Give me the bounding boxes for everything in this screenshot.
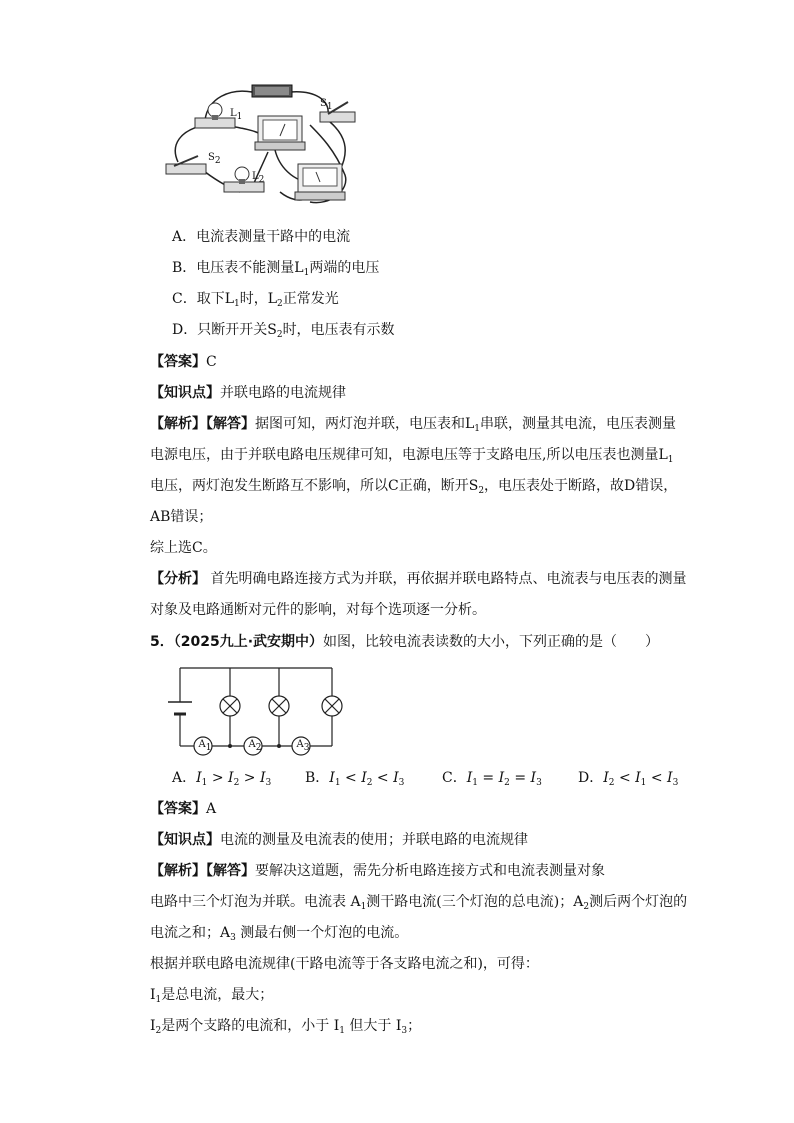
q5-option-a: A．$I_1 > I_2 > I_3$: [172, 770, 272, 788]
q4-analysis-line-1: 【解析】【解答】据图可知，两灯泡并联，电压表和$L_1$串联，测量其电流，电压表测量: [150, 416, 677, 434]
q4-knowledge-point: 【知识点】并联电路的电流规律: [150, 385, 346, 401]
q4-analysis-line-4: AB错误；: [150, 509, 213, 525]
q5-answer: 【答案】A: [150, 801, 217, 817]
label-S2: $S_2$: [208, 152, 221, 166]
q4-option-c: C．取下$L_1$时，$L_2$正常发光: [172, 291, 339, 309]
q5-option-d: D．$I_2 < I_1 < I_3$: [578, 770, 679, 788]
q4-option-d: D．只断开开关$S_2$时，电压表有示数: [172, 322, 395, 340]
label-L2: $L_2$: [252, 171, 265, 185]
q4-analysis-line-2: 电源电压，由于并联电路电压规律可知，电源电压等于支路电压,所以电压表也测量$L_1$: [150, 447, 674, 465]
q5-analysis-line-1: 电路中三个灯泡为并联。电流表 $A_1$测干路电流(三个灯泡的总电流)；$A_2$测后两个灯泡的: [150, 894, 688, 912]
q4-fenxi-line-2: 对象及电路通断对元件的影响，对每个选项逐一分析。: [150, 602, 486, 618]
q5-option-b: B．$I_1 < I_2 < I_3$: [305, 770, 405, 788]
label-S1: $S_1$: [320, 98, 333, 112]
ammeter-a1-label: $A_1$: [198, 739, 212, 753]
q5-analysis-line-5: $I_2$是两个支路的电流和，小于 $I_1$ 但大于 $I_3$；: [150, 1018, 422, 1036]
q4-option-a: A．电流表测量干路中的电流: [172, 229, 351, 245]
q4-fenxi-line-1: 【分析】 首先明确电路连接方式为并联，再依据并联电路特点、电流表与电压表的测量: [150, 571, 687, 587]
q5-stem: 5．（2025九上·武安期中）如图，比较电流表读数的大小，下列正确的是（ ）: [150, 634, 660, 650]
q5-analysis-line-2: 电流之和；$A_3$ 测最右侧一个灯泡的电流。: [150, 925, 409, 943]
q4-analysis-line-5: 综上选C。: [150, 540, 217, 556]
label-L1: $L_1$: [230, 108, 243, 122]
q4-answer: 【答案】C: [150, 354, 217, 370]
q5-analysis-line-4: $I_1$是总电流，最大；: [150, 987, 274, 1005]
q5-option-c: C．$I_1 = I_2 = I_3$: [442, 770, 542, 788]
q5-analysis-line-3: 根据并联电路电流规律(干路电流等于各支路电流之和)，可得：: [150, 956, 539, 972]
ammeter-a3-label: $A_3$: [296, 739, 310, 753]
q4-option-b: B．电压表不能测量$L_1$两端的电压: [172, 260, 380, 278]
q4-analysis-line-3: 电压，两灯泡发生断路互不影响，所以C正确，断开$S_2$，电压表处于断路，故D错误，: [150, 478, 678, 496]
q5-analysis-line-0: 【解析】【解答】要解决这道题，需先分析电路连接方式和电流表测量对象: [150, 863, 605, 879]
q5-knowledge-point: 【知识点】电流的测量及电流表的使用；并联电路的电流规律: [150, 832, 528, 848]
ammeter-a2-label: $A_2$: [248, 739, 262, 753]
